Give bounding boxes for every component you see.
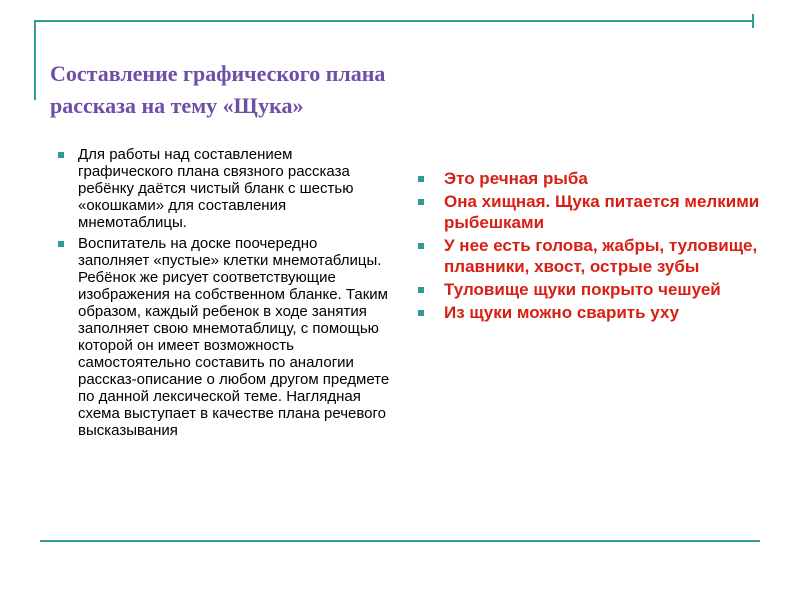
square-bullet-icon: [418, 199, 424, 205]
square-bullet-icon: [418, 310, 424, 316]
left-bullet-list: [58, 146, 390, 443]
left-list-item-text: Для работы над составлением графического плана связного рассказа ребёнку даётся чистый бланк с шестью «окошками» для составления мнемотаблицы.: [78, 146, 354, 231]
slide-title-line-1: Составление графического плана: [50, 61, 386, 86]
square-bullet-icon: [418, 176, 424, 182]
left-list-item-text: Воспитатель на доске поочередно заполняет «пустые» клетки мнемотаблицы. Ребёнок же рисует соответствующие изображения на собственном бланке. Таким образом, каждый ребенок в ходе занятия заполняет свою мнемотаблицу, с помощью которой он имеет возможность самостоятельно составить по аналогии рассказ-описание о любом другом предмете по данной лексической теме. Наглядная схема выступает в качестве плана речевого высказывания: [78, 235, 390, 439]
right-list-item: [414, 235, 774, 277]
right-list-item: [414, 302, 774, 323]
frame-top-line: [34, 20, 754, 22]
right-list-item: [414, 168, 774, 189]
right-list-item-text: Это речная рыба: [444, 169, 588, 188]
left-list-item: [58, 146, 390, 231]
square-bullet-icon: [418, 243, 424, 249]
square-bullet-icon: [58, 241, 64, 247]
right-list-item: [414, 279, 774, 300]
left-list-item: [58, 235, 390, 439]
right-bullet-list: [414, 168, 774, 325]
slide-title-line-2: рассказа на тему «Щука»: [50, 93, 304, 118]
frame-left-line: [34, 20, 36, 100]
slide-title: [50, 58, 650, 122]
frame-right-tick: [752, 14, 754, 28]
right-list-item: [414, 191, 774, 233]
right-list-item-text: Из щуки можно сварить уху: [444, 303, 680, 322]
right-list-item-text: Она хищная. Щука питается мелкими рыбешками: [444, 192, 760, 232]
right-list-item-text: У нее есть голова, жабры, туловище, плавники, хвост, острые зубы: [444, 236, 758, 276]
right-list-item-text: Туловище щуки покрыто чешуей: [444, 280, 721, 299]
frame-bottom-line: [40, 540, 760, 542]
square-bullet-icon: [418, 287, 424, 293]
square-bullet-icon: [58, 152, 64, 158]
